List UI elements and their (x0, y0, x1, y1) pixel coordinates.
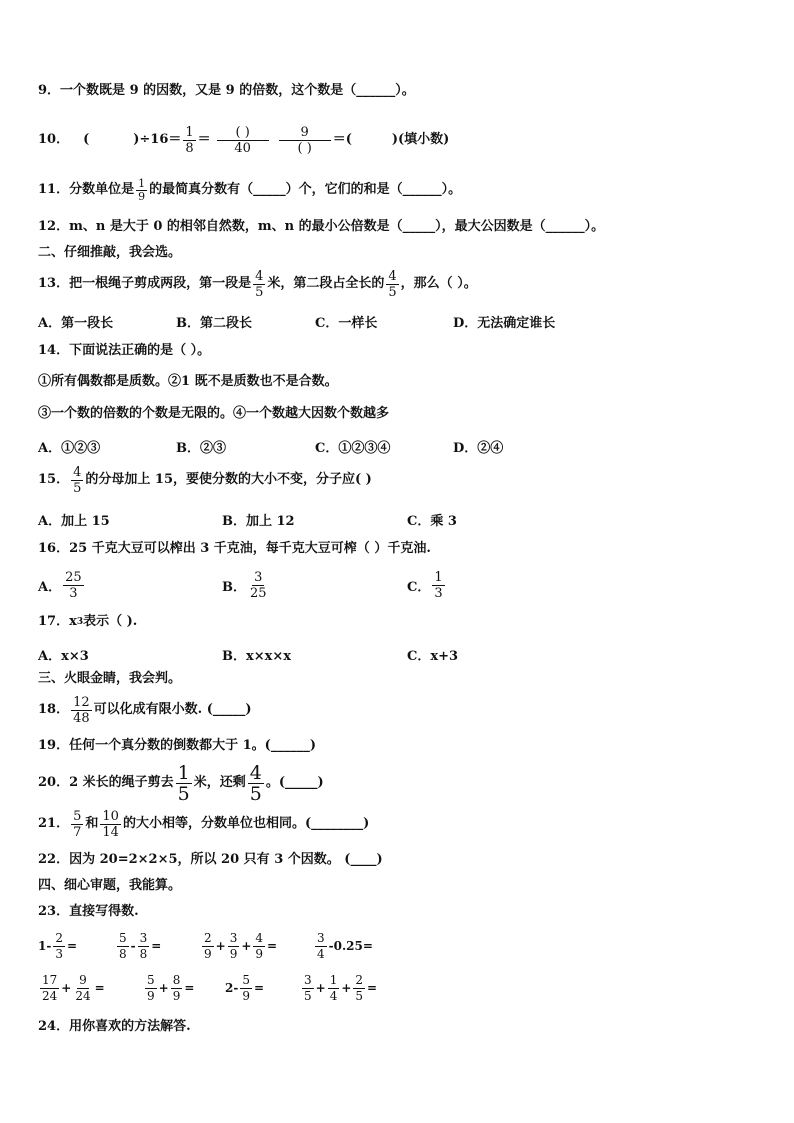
q10-fraction-blank-40: $\frac{( )}{40}$ (217, 125, 269, 156)
calc-8-fraction-1: $\frac{3}{5}$ (304, 972, 312, 1003)
q17-option-c[interactable]: C．x+3 (407, 649, 459, 664)
q10-equals-2: ＝( (332, 132, 352, 147)
q11-post: 的最简真分数有（_____）个，它们的和是（______）。 (149, 182, 462, 197)
q17-exponent: 3 (76, 617, 84, 627)
question-15 (38, 462, 372, 498)
calc-6-fraction-2: $\frac{8}{9}$ (172, 972, 181, 1003)
question-9-text: 9．一个数既是 9 的因数，又是 9 的倍数，这个数是（______）。 (38, 83, 415, 98)
calc-2-fraction-2: $\frac{3}{8}$ (139, 930, 148, 961)
q16-option-b-fraction: $\frac{3}{25}$ (250, 569, 267, 601)
question-13 (38, 266, 477, 302)
q15-option-b[interactable]: B．加上 12 (222, 514, 295, 529)
calc-8: $\frac{3}{5}$ + $\frac{1}{4}$ + $\frac{2}{5}$ = (304, 972, 378, 1003)
calc-5-fraction-2: $\frac{9}{24}$ (75, 972, 91, 1003)
calc-2-fraction-1: $\frac{5}{8}$ (119, 930, 127, 961)
q10-equals-1: ＝ (197, 132, 211, 147)
question-18: 18． $\frac{12}{48}$ 可以化成有限小数. (_____) (38, 694, 252, 726)
calc-8-fraction-2: $\frac{1}{4}$ (329, 972, 338, 1003)
section-2-text: 二、仔细推敲，我会选。 (38, 245, 182, 260)
calc-5-fraction-1: $\frac{17}{24}$ (42, 972, 58, 1003)
q16-option-c-fraction: $\frac{1}{3}$ (434, 569, 443, 601)
question-10 (38, 122, 449, 158)
q14-option-a[interactable]: A．①②③ (38, 441, 101, 456)
calc-1: 1- $\frac{2}{3}$ = (38, 930, 78, 961)
q13-fraction-1: $\frac{4}{5}$ (255, 268, 264, 300)
question-19: 19．任何一个真分数的倒数都大于 1。(______) (38, 738, 316, 753)
q13-option-c[interactable]: C．一样长 (315, 316, 378, 331)
q15-number: 15． (38, 472, 70, 487)
q14-option-c[interactable]: C．①②③④ (315, 441, 391, 456)
q13-fraction-2: $\frac{4}{5}$ (388, 268, 397, 300)
q17-option-a[interactable]: A．x×3 (38, 649, 89, 664)
q13-option-d[interactable]: D．无法确定谁长 (453, 316, 556, 331)
q14-option-d[interactable]: D．②④ (453, 441, 504, 456)
q10-fraction-1-8: $\frac{1}{8}$ (185, 124, 194, 156)
question-17 (38, 614, 137, 630)
calc-5: $\frac{17}{24}$ + $\frac{9}{24}$ = (42, 972, 105, 1003)
q15-option-a[interactable]: A．加上 15 (38, 514, 110, 529)
q10-tail: )(填小数) (391, 132, 450, 147)
q14-option-b[interactable]: B．②③ (176, 441, 226, 456)
q16-option-b[interactable]: B． $\frac{3}{25}$ (222, 569, 267, 601)
q13-option-b[interactable]: B．第二段长 (176, 316, 252, 331)
q11-fraction-1-9: $\frac{1}{9}$ (138, 176, 146, 203)
q21-fraction-1: $\frac{5}{7}$ (73, 808, 82, 840)
question-11 (38, 178, 461, 202)
q16-text: 16．25 千克大豆可以榨出 3 千克油，每千克大豆可榨（ ）千克油. (38, 541, 431, 556)
q14-text: 14．下面说法正确的是（ ）。 (38, 343, 211, 358)
q17-post: 表示（ ). (83, 614, 138, 629)
q10-div16: )÷16＝ (133, 132, 182, 147)
calc-3-fraction-3: $\frac{4}{9}$ (255, 930, 264, 961)
question-12 (38, 219, 604, 235)
q13-option-a[interactable]: A．第一段长 (38, 316, 114, 331)
q16-option-c[interactable]: C． $\frac{1}{3}$ (407, 569, 443, 601)
q20-fraction-1: $\frac{1}{5}$ (177, 761, 190, 805)
q15-post: 的分母加上 15，要使分数的大小不变，分子应( ) (85, 472, 372, 487)
calc-7-fraction: $\frac{5}{9}$ (242, 972, 250, 1003)
section-4-heading: 四、细心审题，我能算。 (38, 878, 182, 893)
q21-fraction-2: $\frac{10}{14}$ (102, 808, 119, 840)
calc-6-fraction-1: $\frac{5}{9}$ (147, 972, 155, 1003)
q17-option-b[interactable]: B．x×x×x (222, 649, 292, 664)
q10-number: 10． (38, 132, 70, 147)
calc-6: $\frac{5}{9}$ + $\frac{8}{9}$ = (147, 972, 195, 1003)
calc-4-fraction: $\frac{3}{4}$ (317, 930, 325, 961)
section-3-heading: 三、火眼金睛，我会判。 (38, 671, 182, 686)
q18-fraction: $\frac{12}{48}$ (73, 694, 90, 726)
q13-mid: 米，第二段占全长的 (267, 276, 385, 291)
question-24: 24．用你喜欢的方法解答. (38, 1019, 191, 1034)
q16-option-a-fraction: $\frac{25}{3}$ (65, 569, 82, 601)
question-14 (38, 343, 210, 359)
section-2-heading (38, 245, 181, 261)
q16-option-a[interactable]: A． $\frac{25}{3}$ (38, 569, 82, 601)
calc-3-fraction-1: $\frac{2}{9}$ (204, 930, 212, 961)
calc-3: $\frac{2}{9}$ + $\frac{3}{9}$ + $\frac{4}{9}$ = (204, 930, 278, 961)
q14-statements-1: ①所有偶数都是质数。②1 既不是质数也不是合数。 (38, 374, 338, 389)
calc-1-fraction: $\frac{2}{3}$ (55, 930, 63, 961)
q12-text: 12．m、n 是大于 0 的相邻自然数，m、n 的最小公倍数是（_____），最大公因数是（______）。 (38, 219, 605, 234)
q17-pre: 17．x (38, 614, 77, 629)
q15-option-c[interactable]: C．乘 3 (407, 514, 457, 529)
q10-open-paren: ( (83, 132, 90, 147)
calc-7: 2- $\frac{5}{9}$ = (225, 972, 265, 1003)
question-21: 21． $\frac{5}{7}$ 和 $\frac{10}{14}$ 的大小相等，分数单位也相同。(________) (38, 808, 370, 840)
calc-8-fraction-3: $\frac{2}{5}$ (355, 972, 364, 1003)
q20-fraction-2: $\frac{4}{5}$ (249, 761, 262, 805)
q11-pre: 11．分数单位是 (38, 182, 135, 197)
calc-2: $\frac{5}{8}$ - $\frac{3}{8}$ = (119, 930, 162, 961)
question-23: 23．直接写得数. (38, 904, 139, 919)
q13-post: ，那么（ ）。 (400, 276, 477, 291)
calc-3-fraction-2: $\frac{3}{9}$ (229, 930, 238, 961)
question-9 (38, 83, 415, 99)
q10-fraction-9-blank: $\frac{9}{( )}$ (279, 125, 331, 156)
question-20: 20．2 米长的绳子剪去 $\frac{1}{5}$ 米，还剩 $\frac{4}{5}$ 。(_____) (38, 761, 324, 805)
question-22: 22．因为 20=2×2×5，所以 20 只有 3 个因数。 (____) (38, 852, 383, 867)
question-16 (38, 541, 431, 557)
q13-pre: 13．把一根绳子剪成两段，第一段是 (38, 276, 252, 291)
q15-fraction: $\frac{4}{5}$ (73, 464, 82, 496)
calc-4: $\frac{3}{4}$ -0.25= (317, 930, 373, 961)
q14-statements-2: ③一个数的倍数的个数是无限的。④一个数越大因数个数越多 (38, 406, 390, 421)
